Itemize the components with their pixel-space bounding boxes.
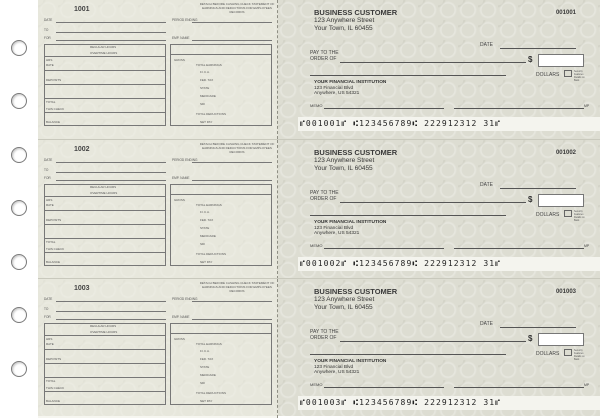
- detach-notice: DETACH BEFORE CASHING CHECK STATEMENT OF EARNINGS AND DEDUCTIONS FOR EMPLOYEES RECORDS: [199, 2, 275, 14]
- pay-to-label-line1: PAY TO THE: [310, 50, 339, 56]
- ledger-divider: [44, 210, 166, 211]
- binder-hole-icon: [11, 200, 27, 216]
- sdi-label: SDI: [200, 102, 206, 106]
- binder-hole-icon: [11, 93, 27, 109]
- regular-hours-label: REGULAR HOURS: [90, 324, 117, 328]
- total-deductions-label: TOTAL DEDUCTIONS: [196, 112, 226, 116]
- bank-name: YOUR FINANCIAL INSTITUTION: [314, 359, 387, 364]
- memo-label: MEMO: [310, 243, 323, 248]
- fed-tax-label: FED. TAX: [200, 357, 214, 361]
- check: [278, 140, 600, 279]
- deposits-label: DEPOSITS: [46, 218, 62, 222]
- customer-address-line1: 123 Anywhere Street: [314, 17, 375, 24]
- stub-to-label: TO: [44, 28, 49, 32]
- stub-date-line: [56, 22, 166, 23]
- stub-for-label: FOR: [44, 36, 51, 40]
- stub-number: 1003: [74, 285, 90, 292]
- customer-address-line1: 123 Anywhere Street: [314, 296, 375, 303]
- padlock-icon: [564, 70, 572, 77]
- stub-date-label: DATE: [44, 297, 53, 301]
- check-number: 001001: [555, 10, 576, 16]
- payee-field[interactable]: [340, 341, 526, 342]
- bank-address2: Anywhere, US 54321: [314, 370, 360, 376]
- bank-info: [314, 359, 386, 376]
- bank-address2: Anywhere, US 54321: [314, 91, 360, 97]
- pay-to-label-line2: ORDER OF: [310, 196, 337, 202]
- binder-hole-icon: [11, 147, 27, 163]
- emp-name-label: EMP. NAME: [172, 176, 190, 180]
- ledger-divider: [44, 335, 166, 336]
- dollar-sign: $: [528, 55, 533, 64]
- memo-label: MEMO: [310, 103, 323, 108]
- overtime-hours-label: OVERTIME HOURS: [90, 51, 118, 55]
- check-date-field[interactable]: [500, 188, 576, 189]
- customer-address-line2: Your Town, IL 60455: [314, 25, 373, 32]
- dollar-sign: $: [528, 334, 533, 343]
- customer-address-line2: Your Town, IL 60455: [314, 304, 373, 311]
- total-earnings-label: TOTAL EARNINGS: [196, 203, 222, 207]
- memo-label: MEMO: [310, 382, 323, 387]
- bank-name: YOUR FINANCIAL INSTITUTION: [314, 220, 387, 225]
- memo-field[interactable]: [324, 387, 444, 388]
- written-amount-field[interactable]: [310, 75, 506, 76]
- rate-label: RATE: [46, 342, 54, 346]
- earnings-divider: [170, 194, 272, 195]
- fica-label: F.I.C.A.: [200, 210, 210, 214]
- fica-label: F.I.C.A.: [200, 70, 210, 74]
- deposits-label: DEPOSITS: [46, 78, 62, 82]
- emp-name-line: [192, 319, 272, 320]
- check-row: [38, 278, 600, 418]
- period-ending-label: PERIOD ENDING: [172, 18, 198, 22]
- ledger-divider: [44, 98, 166, 99]
- balance-label: BALANCE: [46, 120, 61, 124]
- ledger-divider: [44, 84, 166, 85]
- gross-label: GROSS: [174, 337, 185, 341]
- ledger-divider: [44, 70, 166, 71]
- security-features-text: Security Features Details on Back: [574, 349, 585, 361]
- period-ending-line: [192, 162, 272, 163]
- amount-field[interactable]: [538, 54, 584, 67]
- hours-label: HRS: [46, 337, 53, 341]
- ledger-divider: [44, 363, 166, 364]
- pay-to-label: [310, 329, 339, 341]
- pay-to-label: [310, 190, 339, 202]
- pay-to-label-line2: ORDER OF: [310, 56, 337, 62]
- binder-hole-icon: [11, 254, 27, 270]
- mp-label: MP: [584, 104, 590, 108]
- ledger-divider: [44, 196, 166, 197]
- regular-hours-label: REGULAR HOURS: [90, 185, 117, 189]
- emp-name-label: EMP. NAME: [172, 36, 190, 40]
- bank-address1: 123 Financial Blvd: [314, 85, 354, 91]
- stub-date-line: [56, 162, 166, 163]
- medicare-label: MEDICARE: [200, 94, 216, 98]
- fed-tax-label: FED. TAX: [200, 218, 214, 222]
- check: [278, 279, 600, 418]
- state-label: STATE: [200, 226, 210, 230]
- stub-for-label: FOR: [44, 176, 51, 180]
- stub-to-label: TO: [44, 168, 49, 172]
- total-label: TOTAL: [46, 240, 56, 244]
- emp-name-line: [192, 40, 272, 41]
- this-check-label: THIS CHECK: [46, 386, 65, 390]
- detach-notice: DETACH BEFORE CASHING CHECK STATEMENT OF EARNINGS AND DEDUCTIONS FOR EMPLOYEES RECORDS: [199, 142, 275, 154]
- check-date-field[interactable]: [500, 327, 576, 328]
- binder-margin: [0, 0, 38, 416]
- customer-name: BUSINESS CUSTOMER: [314, 148, 398, 157]
- medicare-label: MEDICARE: [200, 373, 216, 377]
- customer-address-line2: Your Town, IL 60455: [314, 165, 373, 172]
- period-ending-label: PERIOD ENDING: [172, 158, 198, 162]
- state-label: STATE: [200, 365, 210, 369]
- memo-field[interactable]: [324, 108, 444, 109]
- sdi-label: SDI: [200, 381, 206, 385]
- micr-line: ⑈001001⑈ ⑆123456789⑆ 222912312 31⑈: [298, 117, 600, 131]
- bank-address1: 123 Financial Blvd: [314, 364, 354, 370]
- this-check-label: THIS CHECK: [46, 247, 65, 251]
- net-pay-label: NET PAY: [200, 399, 213, 403]
- pay-to-label: [310, 50, 339, 62]
- bank-info: [314, 80, 386, 97]
- amount-field[interactable]: [538, 194, 584, 207]
- ledger-divider: [44, 224, 166, 225]
- dollars-label: DOLLARS: [536, 72, 560, 78]
- security-features-text: Security Features Details on Back: [574, 210, 585, 222]
- written-amount-field[interactable]: [310, 354, 506, 355]
- check-number: 001003: [555, 289, 576, 295]
- bank-address1: 123 Financial Blvd: [314, 225, 354, 231]
- mp-label: MP: [584, 244, 590, 248]
- ledger-divider: [44, 112, 166, 113]
- period-ending-line: [192, 301, 272, 302]
- bank-name: YOUR FINANCIAL INSTITUTION: [314, 80, 387, 85]
- customer-address-line1: 123 Anywhere Street: [314, 157, 375, 164]
- stub-date-line: [56, 301, 166, 302]
- check-date-field[interactable]: [500, 48, 576, 49]
- stub-to-label: TO: [44, 307, 49, 311]
- this-check-label: THIS CHECK: [46, 107, 65, 111]
- total-label: TOTAL: [46, 100, 56, 104]
- fed-tax-label: FED. TAX: [200, 78, 214, 82]
- signature-field[interactable]: [454, 108, 584, 109]
- customer-name: BUSINESS CUSTOMER: [314, 8, 398, 17]
- check-sheet: [38, 0, 600, 416]
- emp-name-line: [192, 180, 272, 181]
- check-row: [38, 139, 600, 279]
- padlock-icon: [564, 210, 572, 217]
- pay-to-label-line1: PAY TO THE: [310, 190, 339, 196]
- earnings-divider: [170, 54, 272, 55]
- total-label: TOTAL: [46, 379, 56, 383]
- stub-to-line: [56, 311, 166, 312]
- check-number: 001002: [555, 150, 576, 156]
- payee-field[interactable]: [340, 62, 526, 63]
- check-date-label: DATE: [480, 321, 493, 327]
- stub-for-line: [56, 180, 166, 181]
- ledger-divider: [44, 252, 166, 253]
- security-features-text: Security Features Details on Back: [574, 70, 585, 82]
- signature-field[interactable]: [454, 387, 584, 388]
- net-pay-label: NET PAY: [200, 120, 213, 124]
- overtime-hours-label: OVERTIME HOURS: [90, 330, 118, 334]
- stub-to-line: [56, 172, 166, 173]
- stub-number: 1001: [74, 6, 90, 13]
- deposits-label: DEPOSITS: [46, 357, 62, 361]
- binder-hole-icon: [11, 40, 27, 56]
- earnings-divider: [170, 333, 272, 334]
- payroll-stub: [38, 0, 278, 139]
- check-date-label: DATE: [480, 182, 493, 188]
- bank-address2: Anywhere, US 54321: [314, 231, 360, 237]
- binder-hole-icon: [11, 307, 27, 323]
- bank-info: [314, 220, 386, 237]
- rate-label: RATE: [46, 63, 54, 67]
- dollar-sign: $: [528, 195, 533, 204]
- binder-hole-icon: [11, 361, 27, 377]
- written-amount-field[interactable]: [310, 215, 506, 216]
- hours-label: HRS: [46, 58, 53, 62]
- regular-hours-label: REGULAR HOURS: [90, 45, 117, 49]
- dollars-label: DOLLARS: [536, 212, 560, 218]
- pay-to-label-line2: ORDER OF: [310, 335, 337, 341]
- pay-to-label-line1: PAY TO THE: [310, 329, 339, 335]
- stub-date-label: DATE: [44, 158, 53, 162]
- check-row: [38, 0, 600, 139]
- state-label: STATE: [200, 86, 210, 90]
- balance-label: BALANCE: [46, 399, 61, 403]
- total-deductions-label: TOTAL DEDUCTIONS: [196, 391, 226, 395]
- period-ending-line: [192, 22, 272, 23]
- fica-label: F.I.C.A.: [200, 349, 210, 353]
- total-deductions-label: TOTAL DEDUCTIONS: [196, 252, 226, 256]
- ledger-divider: [44, 377, 166, 378]
- gross-label: GROSS: [174, 198, 185, 202]
- ledger-divider: [44, 391, 166, 392]
- ledger-divider: [44, 349, 166, 350]
- check: [278, 0, 600, 139]
- emp-name-label: EMP. NAME: [172, 315, 190, 319]
- ledger-divider: [44, 238, 166, 239]
- dollars-label: DOLLARS: [536, 351, 560, 357]
- detach-notice: DETACH BEFORE CASHING CHECK STATEMENT OF EARNINGS AND DEDUCTIONS FOR EMPLOYEES RECORDS: [199, 281, 275, 293]
- mp-label: MP: [584, 383, 590, 387]
- gross-label: GROSS: [174, 58, 185, 62]
- period-ending-label: PERIOD ENDING: [172, 297, 198, 301]
- stub-number: 1002: [74, 146, 90, 153]
- stub-for-line: [56, 40, 166, 41]
- amount-field[interactable]: [538, 333, 584, 346]
- payroll-stub: [38, 279, 278, 418]
- medicare-label: MEDICARE: [200, 234, 216, 238]
- memo-field[interactable]: [324, 248, 444, 249]
- micr-line: ⑈001002⑈ ⑆123456789⑆ 222912312 31⑈: [298, 257, 600, 271]
- hours-label: HRS: [46, 198, 53, 202]
- stub-date-label: DATE: [44, 18, 53, 22]
- stub-to-line: [56, 32, 166, 33]
- total-earnings-label: TOTAL EARNINGS: [196, 342, 222, 346]
- check-date-label: DATE: [480, 42, 493, 48]
- balance-label: BALANCE: [46, 260, 61, 264]
- payroll-stub: [38, 140, 278, 279]
- net-pay-label: NET PAY: [200, 260, 213, 264]
- signature-field[interactable]: [454, 248, 584, 249]
- stub-for-line: [56, 319, 166, 320]
- payee-field[interactable]: [340, 202, 526, 203]
- micr-line: ⑈001003⑈ ⑆123456789⑆ 222912312 31⑈: [298, 396, 600, 410]
- overtime-hours-label: OVERTIME HOURS: [90, 191, 118, 195]
- padlock-icon: [564, 349, 572, 356]
- rate-label: RATE: [46, 203, 54, 207]
- total-earnings-label: TOTAL EARNINGS: [196, 63, 222, 67]
- customer-name: BUSINESS CUSTOMER: [314, 287, 398, 296]
- sdi-label: SDI: [200, 242, 206, 246]
- stub-for-label: FOR: [44, 315, 51, 319]
- ledger-divider: [44, 56, 166, 57]
